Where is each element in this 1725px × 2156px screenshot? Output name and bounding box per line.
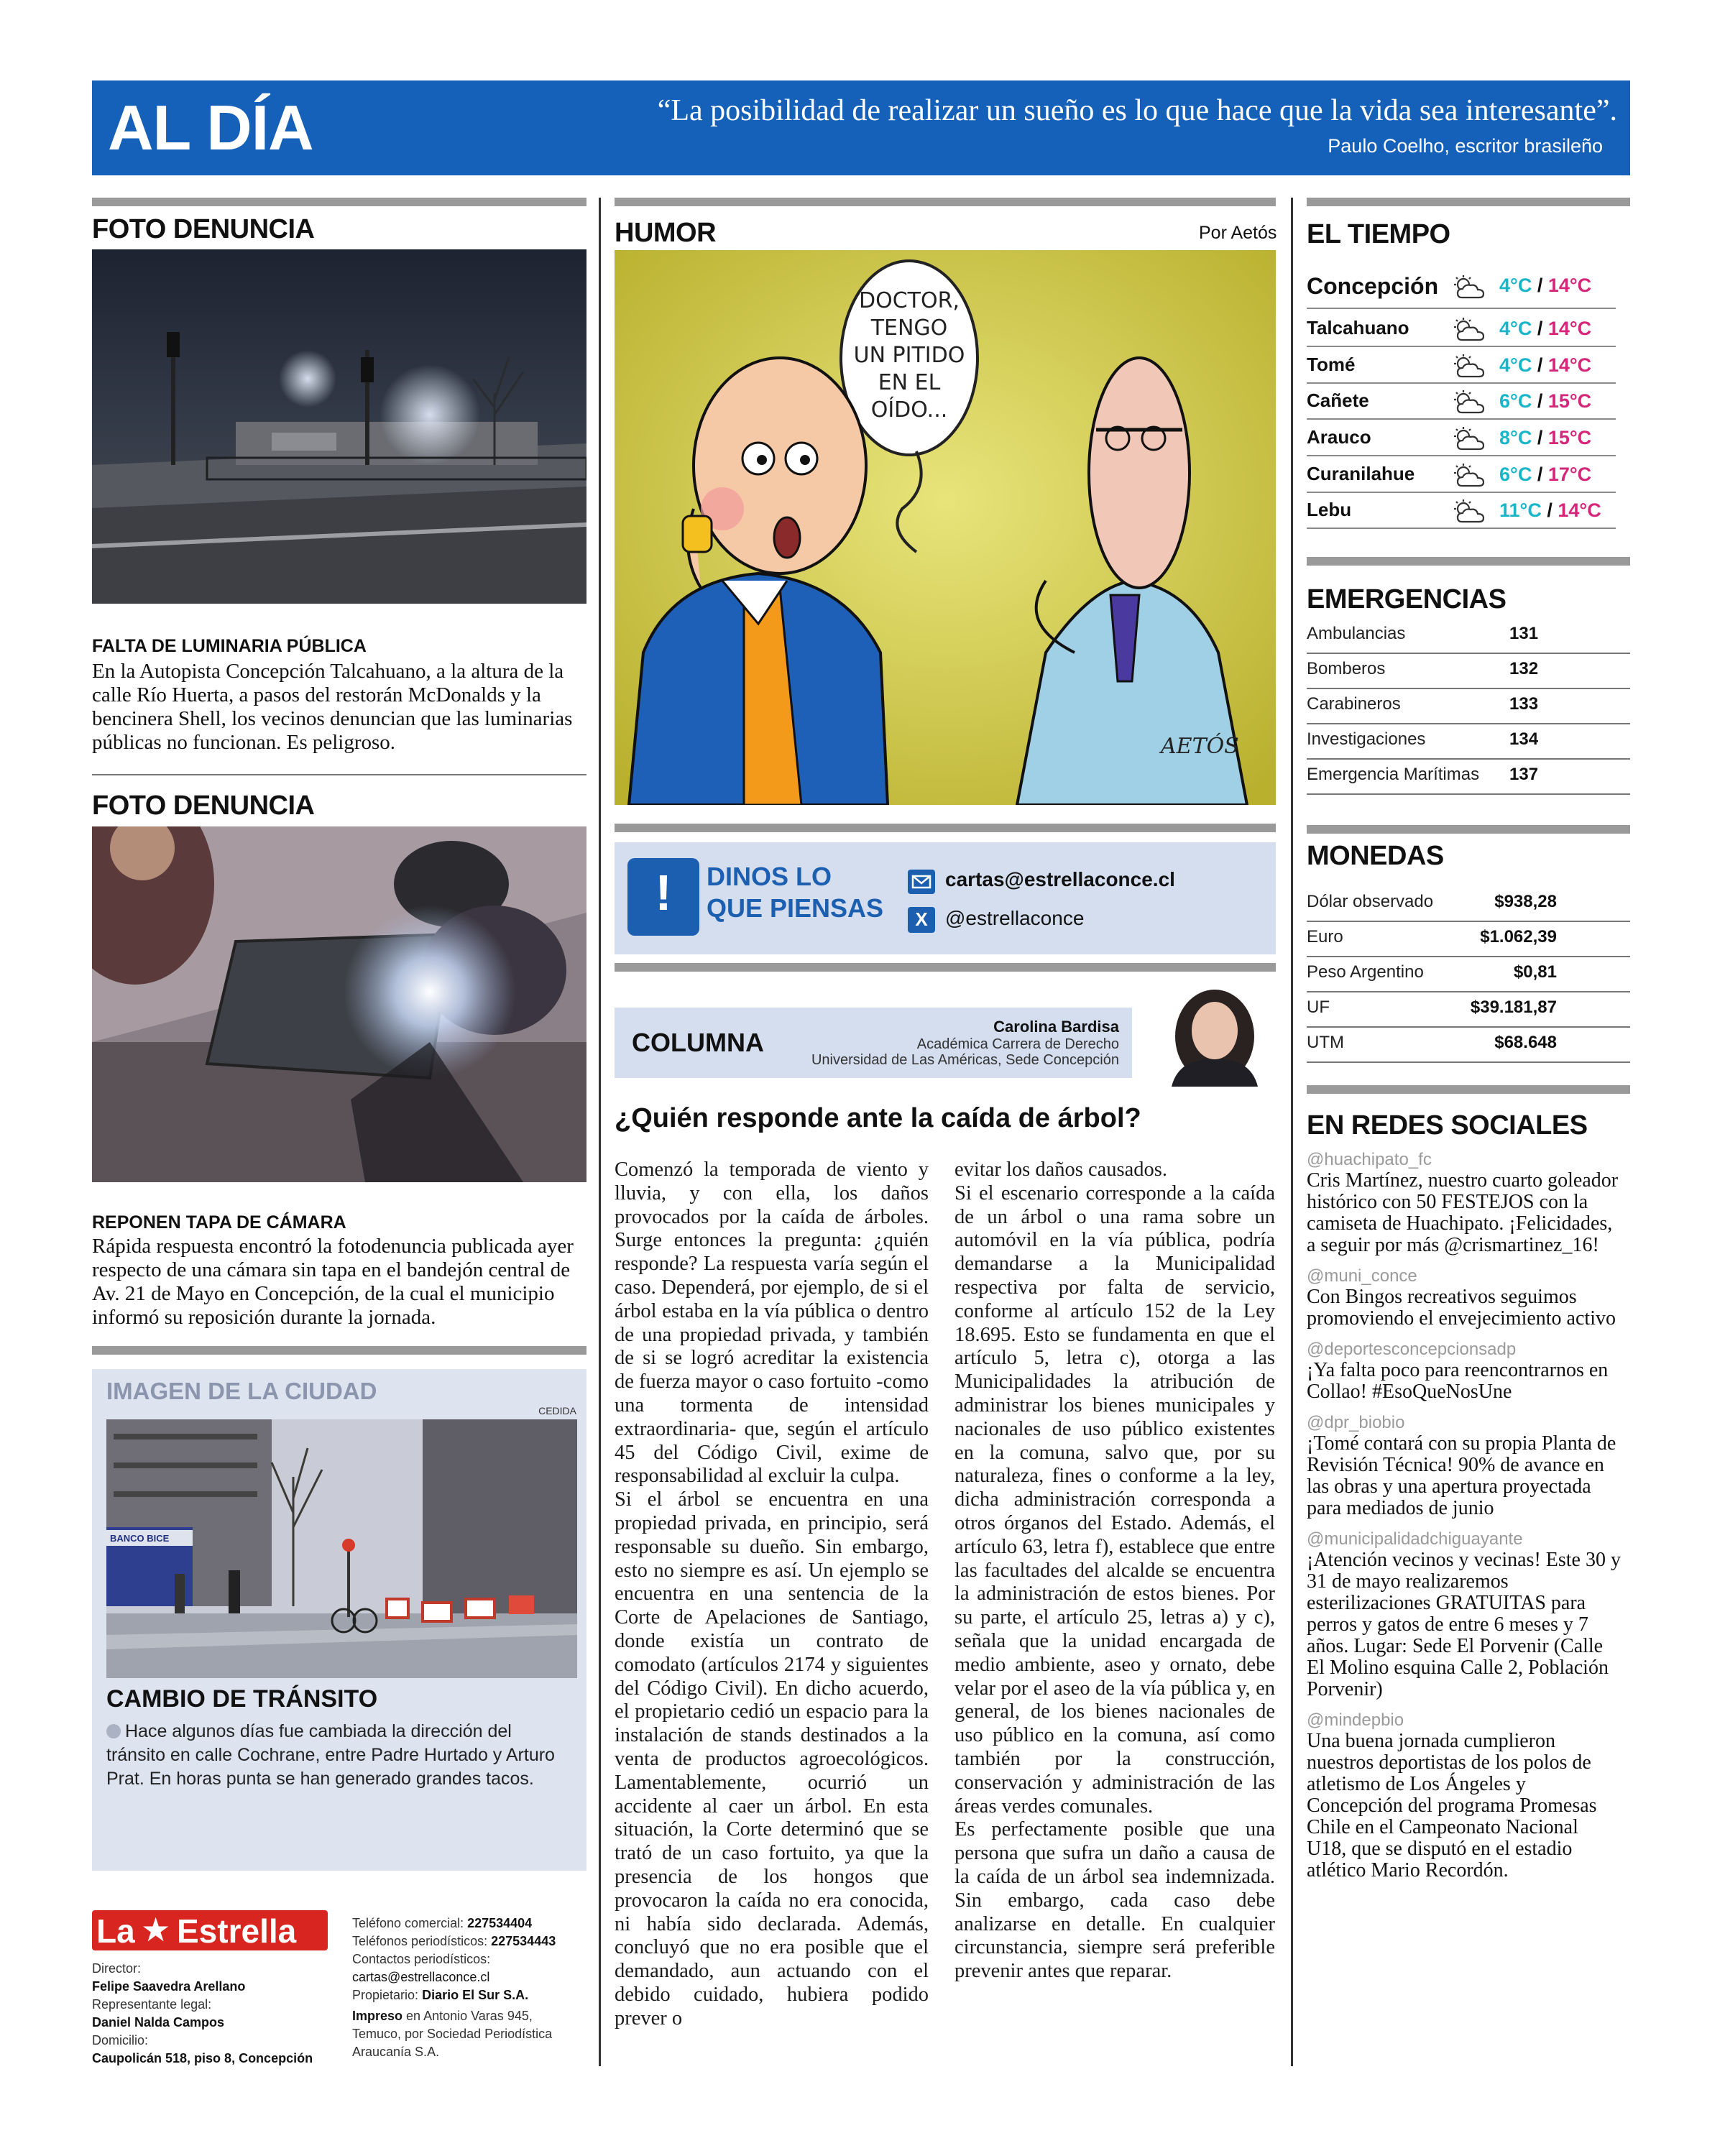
section-header	[92, 80, 1630, 175]
star-icon: ★	[141, 1912, 171, 1948]
social-post	[1307, 1150, 1623, 1256]
emergencia-label: Investigaciones	[1307, 729, 1426, 749]
col1-paragraph: Comenzó la temporada de viento y lluvia, y con ella, los daños provocados por la caída de árboles. Surge entonces la pregunta: ¿quién responde? La respuesta varía según el caso. Dependerá, por ejemplo, de si el árbol estaba en la vía pública o dentro de una propiedad privada, y también de si se logró acreditar la existencia de fuerza mayor o caso fortuito -como una tormenta de intensidad extraordinaria- que, según el artículo 45 del Código Civil, exime de responsabilidad al excluir la culpa.	[615, 1158, 929, 1488]
bubble-line: DOCTOR,	[859, 288, 960, 313]
temp-max: 14°C	[1547, 318, 1592, 339]
signature-text: AETÓS	[1161, 734, 1239, 759]
partly-cloudy-icon	[1450, 388, 1488, 420]
humor-cartoon[interactable]	[615, 250, 1276, 805]
post-text: ¡Atención vecinos y vecinas! Este 30 y 31 de mayo realizaremos esterilizaciones GRATUITAS para perros y gatos de entre 6 meses y 7 años. Lugar: Sede El Porvenir (Calle El Molino esquina Calle 2, Población Porvenir)	[1307, 1549, 1621, 1700]
social-post	[1307, 1413, 1623, 1519]
post-handle[interactable]: @mindepbio	[1307, 1710, 1404, 1730]
columna-author: Carolina Bardisa	[993, 1018, 1119, 1036]
col1-paragraph: Si el árbol se encuentra en una propiedad privada, en principio, será responsable su dueño. Sin embargo, esto no siempre es así. Un ejemplo se encuentra en una sentencia de la Corte de Apelaciones de Santiago, donde existía un contrato de comodato (artículos 2174 y siguientes del Código Civil). En dicho acuerdo, el propietario cedió un espacio para la instalación de stands destinados a la venta de productos agroecológicos. Lamentablemente, ocurrió un accidente al caer un árbol. En esta situación, la Corte determinó que se trató de un caso fortuito, ya que la presencia de los hongos que provocaron la caída no era conocida, ni había sido declarada. Además, concluyó que no era posible que el demandado, aun actuando con el debido cuidado, hubiera podido prever o	[615, 1488, 929, 2030]
weather-city: Concepción	[1307, 273, 1439, 299]
director-name: Felipe Saavedra Arellano	[92, 1979, 246, 1994]
night-street-image	[92, 249, 586, 604]
emergencia-number[interactable]: 133	[1509, 694, 1539, 714]
tel-com-label: Teléfono comercial:	[352, 1916, 464, 1930]
dinos-title-line2: QUE PIENSAS	[707, 893, 884, 923]
imagen-body: Hace algunos días fue cambiada la dirección del tránsito en calle Cochrane, entre Padre Hurtado y Arturo Prat. En horas punta se han generado grandes tacos.	[106, 1721, 555, 1789]
weather-row: Tomé 4°C / 14°C	[1307, 349, 1616, 384]
social-post	[1307, 1529, 1623, 1700]
weather-city: Talcahuano	[1307, 317, 1409, 338]
post-handle[interactable]: @muni_conce	[1307, 1266, 1417, 1286]
emergencias-heading: EMERGENCIAS	[1307, 584, 1506, 614]
tel-per-label: Teléfonos periodísticos:	[352, 1934, 488, 1948]
temp-min: 6°C	[1499, 464, 1532, 485]
moneda-value: $938,28	[1494, 892, 1557, 911]
moneda-label: Euro	[1307, 927, 1343, 946]
divider	[92, 198, 586, 206]
moneda-row	[1307, 921, 1630, 957]
emergencia-number[interactable]: 132	[1509, 659, 1539, 678]
foto2-title: REPONEN TAPA DE CÁMARA	[92, 1212, 346, 1233]
temp-max: 14°C	[1547, 354, 1592, 376]
imagen-heading: IMAGEN DE LA CIUDAD	[106, 1378, 377, 1404]
moneda-value: $0,81	[1513, 962, 1557, 982]
humor-heading: HUMOR	[615, 218, 717, 248]
partly-cloudy-icon	[1450, 461, 1488, 494]
footer-contacts	[352, 1915, 597, 2061]
logo-text-left: La	[96, 1912, 135, 1950]
temp-max: 14°C	[1547, 275, 1592, 296]
divider	[615, 198, 1276, 206]
moneda-row	[1307, 886, 1630, 922]
weather-row: Concepción 4°C / 14°C	[1307, 272, 1616, 309]
post-text: Cris Martínez, nuestro cuarto goleador histórico con 50 FESTEJOS con la camiseta de Huachipato. ¡Felicidades, a seguir por más @crismartinez_16!	[1307, 1169, 1619, 1256]
dinos-title-line1: DINOS LO	[707, 862, 832, 891]
dinos-title	[707, 861, 883, 924]
partly-cloudy-icon	[1450, 497, 1488, 530]
social-post	[1307, 1340, 1623, 1403]
partly-cloudy-icon	[1450, 425, 1488, 457]
author-avatar	[1157, 986, 1272, 1087]
cartoon-image	[615, 250, 1276, 805]
temp-min: 6°C	[1499, 390, 1532, 412]
tiempo-heading: EL TIEMPO	[1307, 219, 1450, 249]
emergencia-row	[1307, 688, 1630, 724]
post-text: ¡Ya falta poco para reencontrarnos en Collao! #EsoQueNosUne	[1307, 1359, 1609, 1403]
emergencia-number[interactable]: 134	[1509, 729, 1539, 749]
post-text: Una buena jornada cumplieron nuestros deportistas de los polos de atletismo de Los Ángeles y Concepción del programa Promesas Chile en el Campeonato Nacional U18, que se disputó en el estadio atlético Mario Recordón.	[1307, 1730, 1597, 1881]
weather-city: Curanilahue	[1307, 463, 1415, 484]
street-image	[106, 1419, 577, 1678]
columna-bar	[615, 1008, 1132, 1078]
social-post	[1307, 1266, 1623, 1330]
partly-cloudy-icon	[1450, 352, 1488, 384]
columna-role2: Universidad de Las Américas, Sede Concepción	[811, 1052, 1119, 1068]
exclamation-icon: !	[627, 858, 699, 936]
foto-denuncia-photo-1[interactable]	[92, 249, 586, 604]
columna-text-col2	[954, 1158, 1275, 1984]
contacts-label: Contactos periodísticos:	[352, 1952, 491, 1966]
rep-label: Representante legal:	[92, 1997, 212, 2012]
workers-image	[92, 826, 586, 1182]
divider	[615, 824, 1276, 832]
post-text: Con Bingos recreativos seguimos promoviendo el envejecimiento activo	[1307, 1286, 1616, 1330]
imagen-de-la-ciudad	[92, 1369, 586, 1871]
emergencia-label: Bomberos	[1307, 659, 1386, 678]
header-quote: “La posibilidad de realizar un sueño es lo que hace que la vida sea interesante”.	[657, 94, 1617, 127]
divider	[92, 774, 586, 775]
moneda-label: UTM	[1307, 1033, 1344, 1052]
cartoon-signature	[1159, 733, 1239, 759]
partly-cloudy-icon	[1450, 273, 1488, 305]
divider	[1307, 557, 1630, 566]
print-line1: en Antonio Varas 945,	[406, 2009, 533, 2023]
weather-row: Curanilahue 6°C / 17°C	[1307, 459, 1616, 493]
divider	[615, 963, 1276, 972]
columna-headline: ¿Quién responde ante la caída de árbol?	[615, 1103, 1141, 1133]
moneda-row	[1307, 992, 1630, 1028]
divider	[92, 1346, 586, 1355]
director-label: Director:	[92, 1961, 142, 1976]
owner-label: Propietario:	[352, 1988, 419, 2002]
divider	[1307, 825, 1630, 834]
weather-city: Lebu	[1307, 499, 1352, 520]
foto1-title: FALTA DE LUMINARIA PÚBLICA	[92, 636, 367, 656]
temp-min: 4°C	[1499, 318, 1532, 339]
temp-min: 4°C	[1499, 275, 1532, 296]
print-label: Impreso	[352, 2009, 403, 2023]
post-handle[interactable]: @dpr_biobio	[1307, 1413, 1405, 1432]
bank-sign: BANCO BICE	[110, 1533, 170, 1544]
foto-denuncia-heading-2: FOTO DENUNCIA	[92, 791, 315, 821]
emergencia-number[interactable]: 137	[1509, 765, 1539, 784]
foto1-body: En la Autopista Concepción Talcahuano, a la altura de la calle Río Huerta, a pasos del restorán McDonalds y la bencinera Shell, los vecinos denuncian que las luminarias públicas no funcionan. Es peligroso.	[92, 660, 573, 754]
col2-paragraph: Es perfectamente posible que una persona que sufra un daño a causa de la caída de un árbol sea indemnizada. Sin embargo, cada caso debe analizarse en detalle. En cualquier circunstancia, siempre será preferible prevenir antes que reparar.	[954, 1818, 1275, 1983]
humor-byline: Por Aetós	[1199, 223, 1277, 243]
tel-com: 227534404	[467, 1916, 533, 1930]
emergencia-row	[1307, 653, 1630, 689]
moneda-label: Dólar observado	[1307, 892, 1434, 911]
weather-city: Arauco	[1307, 426, 1371, 448]
print-line3: Araucanía S.A.	[352, 2045, 440, 2059]
photo-credit: CEDIDA	[538, 1405, 576, 1416]
x-icon: X	[908, 907, 935, 933]
divider	[1307, 1085, 1630, 1094]
emergencia-row	[1307, 618, 1630, 654]
footer-staff	[92, 1960, 315, 2068]
partly-cloudy-icon	[1450, 315, 1488, 348]
temp-max: 15°C	[1547, 427, 1592, 448]
column-rule	[1291, 198, 1293, 2066]
owner: Diario El Sur S.A.	[422, 1988, 529, 2002]
col2-paragraph: evitar los daños causados.	[954, 1158, 1168, 1181]
imagen-title: CAMBIO DE TRÁNSITO	[106, 1685, 378, 1713]
weather-city: Tomé	[1307, 354, 1356, 375]
tel-per: 227534443	[491, 1934, 556, 1948]
address: Caupolicán 518, piso 8, Concepción	[92, 2051, 313, 2065]
temp-max: 15°C	[1547, 390, 1592, 412]
quote-author: Paulo Coelho, escritor brasileño	[1328, 135, 1603, 157]
emergencia-label: Carabineros	[1307, 694, 1401, 714]
bubble-line: EN EL	[878, 370, 941, 395]
weather-row: Talcahuano 4°C / 14°C	[1307, 313, 1616, 347]
bubble-line: TENGO	[870, 315, 948, 341]
moneda-label: Peso Argentino	[1307, 962, 1424, 982]
bubble-line: UN PITIDO	[853, 343, 965, 368]
emergencia-row	[1307, 724, 1630, 760]
foto-denuncia-photo-2[interactable]	[92, 826, 586, 1182]
temp-min: 11°C	[1499, 499, 1542, 521]
bubble-line: OÍDO...	[870, 397, 948, 423]
moneda-row	[1307, 957, 1630, 992]
post-text: ¡Tomé contará con su propia Planta de Revisión Técnica! 90% de avance en las obras y una apertura proyectada para mediados de junio	[1307, 1432, 1616, 1519]
redes-heading: EN REDES SOCIALES	[1307, 1110, 1588, 1141]
dom-label: Domicilio:	[92, 2033, 149, 2047]
emergencia-label: Ambulancias	[1307, 624, 1406, 643]
dinos-x-handle[interactable]: @estrellaconce	[945, 907, 1085, 929]
post-handle[interactable]: @huachipato_fc	[1307, 1150, 1432, 1169]
rep-name: Daniel Nalda Campos	[92, 2015, 225, 2030]
city-photo[interactable]	[106, 1419, 577, 1678]
temp-max: 14°C	[1558, 499, 1601, 521]
foto2-body: Rápida respuesta encontró la fotodenuncia publicada ayer respecto de una cámara sin tapa en el bandejón central de Av. 21 de Mayo en Concepción, de la cual el municipio informó su reposición durante la jornada.	[92, 1235, 574, 1329]
foto-denuncia-heading-1: FOTO DENUNCIA	[92, 214, 315, 244]
monedas-heading: MONEDAS	[1307, 841, 1444, 871]
column-rule	[599, 198, 601, 2066]
moneda-value: $68.648	[1494, 1033, 1557, 1052]
temp-min: 8°C	[1499, 427, 1532, 448]
columna-text-col1	[615, 1158, 929, 2030]
redes-list	[1307, 1150, 1623, 1892]
emergencia-number[interactable]: 131	[1509, 624, 1539, 643]
weather-city: Cañete	[1307, 390, 1369, 411]
col2-paragraph: Si el escenario corresponde a la caída de un árbol o una rama sobre un automóvil en la vía pública, podría demandarse a la Municipalidad respectiva por falta de servicio, conforme al artículo 152 de la Ley 18.695. Esto se fundamenta en que el artículo 5, letra c), otorga a las Municipalidades la atribución de administrar los bienes municipales y nacionales de uso público existentes en la comuna, salvo que, por su naturaleza, fines o conforme a la ley, dicha administración corresponda a otros órganos del Estado. Además, el artículo 63, letra f), establece que entre las facultades del alcalde se encuentra la administración de estos bienes. Por su parte, el artículo 25, letras a) y c), señala que la unidad encargada de medio ambiente, aseo y ornato, debe velar por el aseo de la vía pública y, en general, de los bienes nacionales de uso público en la comuna, así como también por la construcción, conservación y administración de las áreas verdes comunales.	[954, 1181, 1275, 1818]
emergencia-label: Emergencia Marítimas	[1307, 765, 1480, 784]
temp-max: 17°C	[1547, 464, 1592, 485]
moneda-label: UF	[1307, 998, 1330, 1017]
weather-row: Cañete 6°C / 15°C	[1307, 385, 1616, 420]
emergencia-row	[1307, 759, 1630, 795]
weather-row: Arauco 8°C / 15°C	[1307, 422, 1616, 456]
contacts-email[interactable]: cartas@estrellaconce.cl	[352, 1970, 490, 1984]
print-line2: Temuco, por Sociedad Periodística	[352, 2027, 553, 2041]
temp-min: 4°C	[1499, 354, 1532, 376]
post-handle[interactable]: @deportesconcepcionsadp	[1307, 1340, 1517, 1359]
dinos-email[interactable]: cartas@estrellaconce.cl	[945, 868, 1175, 890]
social-post	[1307, 1710, 1623, 1881]
divider	[1307, 198, 1630, 206]
post-handle[interactable]: @municipalidadchiguayante	[1307, 1529, 1523, 1549]
dinos-lo-que-piensas	[615, 842, 1276, 954]
columna-label: COLUMNA	[632, 1028, 764, 1057]
mail-icon	[908, 870, 935, 894]
section-title: AL DÍA	[108, 92, 313, 163]
moneda-value: $39.181,87	[1470, 998, 1557, 1017]
logo-text-right: Estrella	[177, 1912, 297, 1950]
moneda-row	[1307, 1027, 1630, 1063]
la-estrella-logo	[92, 1910, 328, 1950]
weather-row: Lebu 11°C / 14°C	[1307, 494, 1616, 529]
columna-role1: Académica Carrera de Derecho	[916, 1036, 1119, 1052]
moneda-value: $1.062,39	[1480, 927, 1557, 946]
